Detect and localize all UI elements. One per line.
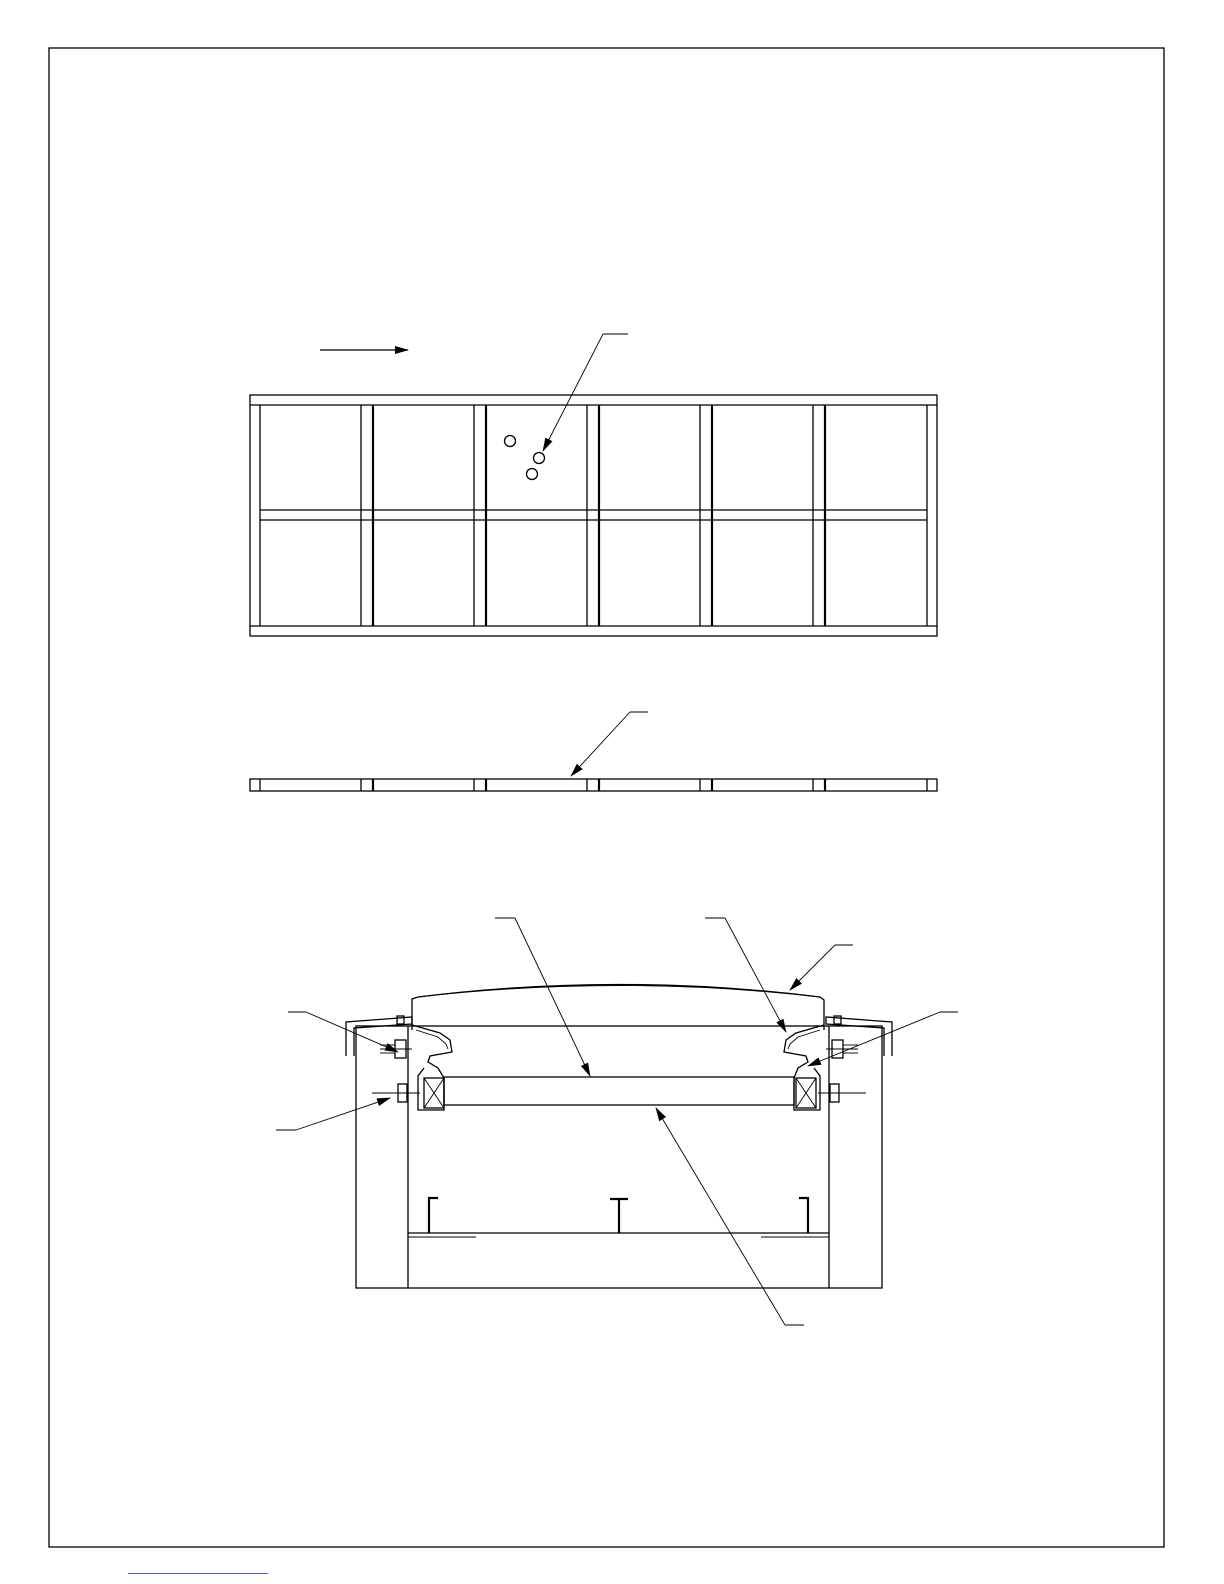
hole-1 xyxy=(505,436,516,447)
right-block xyxy=(796,1078,816,1108)
section-leader-left-lower-bolt xyxy=(276,1098,390,1130)
right-lower-bolt xyxy=(818,1084,866,1102)
right-hinge-bracket xyxy=(784,1025,824,1110)
section-view xyxy=(276,918,958,1325)
elevation-strip xyxy=(250,779,937,791)
section-leader-left-upper-bolt xyxy=(288,1012,398,1052)
left-lower-bolt xyxy=(372,1084,420,1102)
plan-leader xyxy=(543,334,628,451)
plan-panel-dividers xyxy=(361,405,825,626)
section-leader-curved-cover xyxy=(790,945,853,990)
section-leader-right-bracket xyxy=(705,918,786,1032)
right-channel xyxy=(799,1198,808,1233)
left-channel xyxy=(429,1198,438,1233)
left-hinge-bracket-inner xyxy=(416,1030,448,1049)
sheet-border xyxy=(49,48,1164,1547)
section-leader-right-block xyxy=(808,1012,958,1066)
side-elevation xyxy=(250,712,937,791)
left-hinge-bracket xyxy=(412,1025,452,1110)
section-leader-cover-plate-bottom xyxy=(656,1108,804,1325)
elevation-dividers xyxy=(260,779,927,791)
section-leader-cover-plate-top xyxy=(495,918,590,1076)
left-block xyxy=(424,1078,444,1108)
plan-view xyxy=(250,334,937,636)
curved-cover-inner xyxy=(418,986,820,998)
elevation-leader xyxy=(571,712,648,776)
left-upper-bolt xyxy=(380,1016,412,1058)
hole-3 xyxy=(527,469,538,480)
footer-link-underline[interactable] xyxy=(128,1573,268,1584)
center-tee xyxy=(610,1199,628,1233)
plan-outer-frame xyxy=(250,395,937,636)
right-hinge-bracket-inner xyxy=(788,1030,820,1049)
hole-2 xyxy=(534,453,545,464)
inner-cover-plate xyxy=(444,1077,794,1105)
